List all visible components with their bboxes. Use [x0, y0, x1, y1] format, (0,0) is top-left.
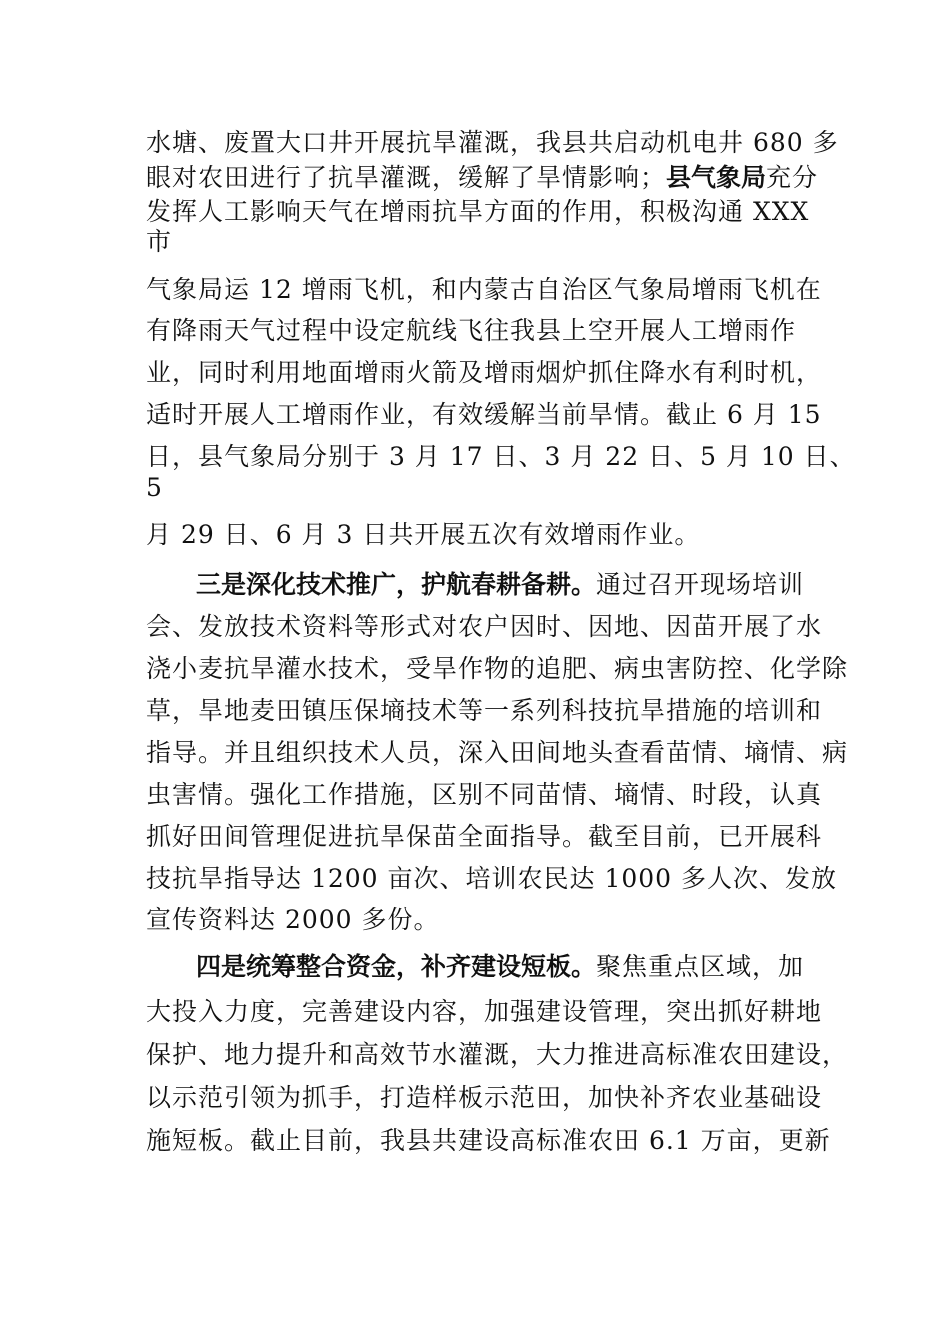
- text-line: [146, 520, 700, 550]
- body-text: 有降雨天气过程中设定航线飞往我县上空开展人工增雨作: [146, 316, 797, 345]
- text-line: [146, 780, 822, 810]
- text-line: [146, 442, 856, 472]
- body-text: 抓好田间管理促进抗旱保苗全面指导。截至目前，已开展科: [146, 822, 823, 851]
- body-text: 适时开展人工增雨作业，有效缓解当前旱情。截止 6 月 15: [146, 400, 822, 429]
- body-text: 会、发放技术资料等形式对农户因时、因地、因苗开展了水: [146, 612, 823, 641]
- bold-heading-text: 县气象局: [666, 163, 767, 192]
- bold-heading-text: 四是统筹整合资金，补齐建设短板。: [196, 952, 597, 981]
- body-text: 以示范引领为抓手，打造样板示范田，加快补齐农业基础设: [146, 1083, 823, 1112]
- body-text: 业，同时利用地面增雨火箭及增雨烟炉抓住降水有利时机，: [146, 358, 823, 387]
- text-line: [196, 570, 804, 600]
- body-text: 眼对农田进行了抗旱灌溉，缓解了旱情影响；: [146, 163, 667, 192]
- body-text: 月 29 日、6 月 3 日共开展五次有效增雨作业。: [146, 520, 701, 549]
- body-text: 5: [146, 473, 163, 502]
- text-line: [146, 864, 837, 894]
- text-line: [146, 822, 822, 852]
- text-line: [146, 227, 172, 257]
- text-line: [146, 1083, 822, 1113]
- body-text: 日，县气象局分别于 3 月 17 日、3 月 22 日、5 月 10 日、: [146, 442, 856, 471]
- body-text: 气象局运 12 增雨飞机，和内蒙古自治区气象局增雨飞机在: [146, 275, 822, 304]
- body-text: 浇小麦抗旱灌水技术，受旱作物的追肥、病虫害防控、化学除: [146, 654, 849, 683]
- text-line: [146, 612, 822, 642]
- body-text: 发挥人工影响天气在增雨抗旱方面的作用，积极沟通 XXX: [146, 197, 810, 226]
- body-text: 水塘、废置大口井开展抗旱灌溉，我县共启动机电井 680 多: [146, 128, 839, 157]
- body-text: 宣传资料达 2000 多份。: [146, 905, 440, 934]
- body-text: 通过召开现场培训: [596, 570, 805, 599]
- text-line: [146, 1040, 848, 1070]
- text-line: [146, 696, 822, 726]
- body-text: 充分: [766, 163, 819, 192]
- text-line: [146, 473, 163, 503]
- text-line: [146, 197, 809, 227]
- body-text: 指导。并且组织技术人员，深入田间地头查看苗情、墒情、病: [146, 738, 849, 767]
- text-line: [146, 316, 796, 346]
- text-line: [146, 400, 822, 430]
- bold-heading-text: 三是深化技术推广，护航春耕备耕。: [196, 570, 597, 599]
- text-line: [146, 905, 440, 935]
- text-line: [146, 997, 822, 1027]
- body-text: 大投入力度，完善建设内容，加强建设管理，突出抓好耕地: [146, 997, 823, 1026]
- text-line: [146, 128, 839, 158]
- body-text: 技抗旱指导达 1200 亩次、培训农民达 1000 多人次、发放: [146, 864, 838, 893]
- body-text: 施短板。截止目前，我县共建设高标准农田 6.1 万亩，更新: [146, 1126, 831, 1155]
- text-line: [146, 738, 848, 768]
- text-line: [196, 952, 804, 982]
- text-line: [146, 163, 818, 193]
- text-line: [146, 358, 822, 388]
- text-line: [146, 275, 822, 305]
- body-text: 聚焦重点区域，加: [596, 952, 805, 981]
- body-text: 市: [146, 227, 173, 256]
- body-text: 虫害情。强化工作措施，区别不同苗情、墒情、时段，认真: [146, 780, 823, 809]
- body-text: 草，旱地麦田镇压保墒技术等一系列科技抗旱措施的培训和: [146, 696, 823, 725]
- body-text: 保护、地力提升和高效节水灌溉，大力推进高标准农田建设，: [146, 1040, 849, 1069]
- text-line: [146, 1126, 831, 1156]
- text-line: [146, 654, 848, 684]
